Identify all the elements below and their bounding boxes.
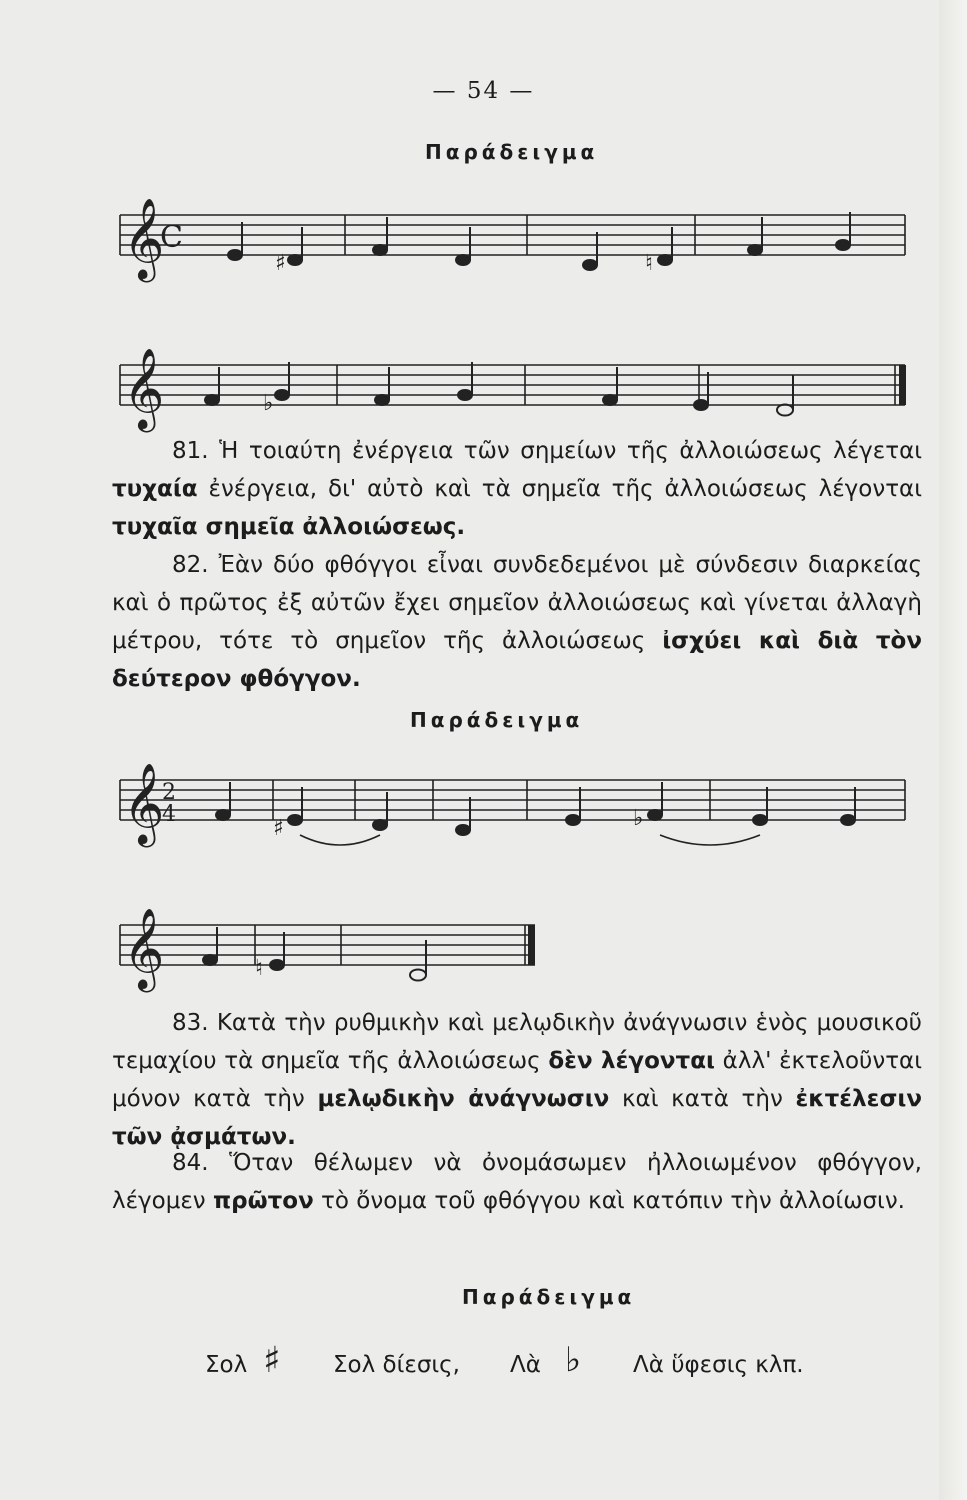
music-staff-2 [115, 330, 915, 440]
flat-icon: ♭ [565, 1340, 582, 1380]
flat-icon: ♭ [263, 391, 274, 416]
la-flat-label: Λὰ ὕφεσις κλπ. [633, 1352, 804, 1378]
la-label: Λὰ [510, 1352, 541, 1378]
paragraph-83-number: 83. [172, 1010, 209, 1036]
accidentals-example [205, 1340, 845, 1400]
treble-clef-icon: 𝄞 [123, 762, 165, 844]
paragraph-83: 83. Κατὰ τὴν ρυθμικὴν καὶ μελῳδικὴν ἀνάγνωσιν ἑνὸς μουσικοῦ τεμαχίου τὰ σημεῖα τῆς ἀλλοιώσεως δὲν λέγονται ἀλλ' ἐκτελοῦνται μόνον κατὰ τὴν μελῳδικὴν ἀνάγνωσιν καὶ κατὰ τὴν ἐκτέλεσιν τῶν ᾀσμάτων. [112, 1010, 922, 1150]
paragraph-84: 84. Ὅταν θέλωμεν νὰ ὀνομάσωμεν ἠλλοιωμένον φθόγγον, λέγομεν πρῶτον τὸ ὄνομα τοῦ φθόγγου καὶ κατόπιν τὴν ἀλλοίωσιν. [112, 1150, 922, 1214]
example-heading-1: Παράδειγμα [425, 140, 599, 164]
page-number: — 54 — [432, 78, 535, 104]
sharp-icon: ♯ [273, 816, 284, 841]
sol-sharp-label: Σολ δίεσις, [333, 1352, 460, 1378]
time-signature-bottom: 4 [162, 802, 176, 827]
treble-clef-icon: 𝄞 [123, 907, 165, 989]
example-heading-3: Παράδειγμα [462, 1285, 636, 1309]
sharp-icon: ♯ [275, 251, 286, 276]
paragraph-82-number: 82. [172, 552, 209, 578]
treble-clef-icon: 𝄞 [123, 347, 165, 429]
music-staff-1 [115, 190, 915, 300]
flat-icon: ♭ [633, 806, 644, 831]
treble-clef-icon: 𝄞 [123, 197, 165, 279]
page-edge [939, 0, 967, 1500]
sol-label: Σολ [205, 1352, 248, 1378]
paragraph-84-number: 84. [172, 1150, 209, 1176]
natural-icon: ♮ [255, 956, 263, 981]
paragraph-81: 81. Ἡ τοιαύτη ἐνέργεια τῶν σημείων τῆς ἀλλοιώσεως λέγεται τυχαία ἐνέργεια, δι' αὐτὸ καὶ τὰ σημεῖα τῆς ἀλλοιώσεως λέγονται τυχαῖα σημεῖα ἀλλοιώσεως. [112, 438, 923, 540]
example-heading-2: Παράδειγμα [410, 708, 584, 732]
music-staff-4 [115, 900, 545, 1010]
natural-icon: ♮ [645, 251, 653, 276]
music-staff-3 [115, 755, 915, 865]
paragraph-81-number: 81. [172, 438, 209, 464]
time-signature-top: 2 [162, 780, 176, 805]
paragraph-82: 82. Ἐὰν δύο φθόγγοι εἶναι συνδεδεμένοι μὲ σύνδεσιν διαρκείας καὶ ὁ πρῶτος ἐξ αὐτῶν ἔχει σημεῖον ἀλλοιώσεως καὶ γίνεται ἀλλαγὴ μέτρου, τότε τὸ σημεῖον τῆς ἀλλοιώσεως ἰσχύει καὶ διὰ τὸν δεύτερον φθόγγον. [112, 552, 923, 692]
time-signature-common: C [160, 220, 183, 255]
sharp-icon: ♯ [263, 1340, 281, 1381]
